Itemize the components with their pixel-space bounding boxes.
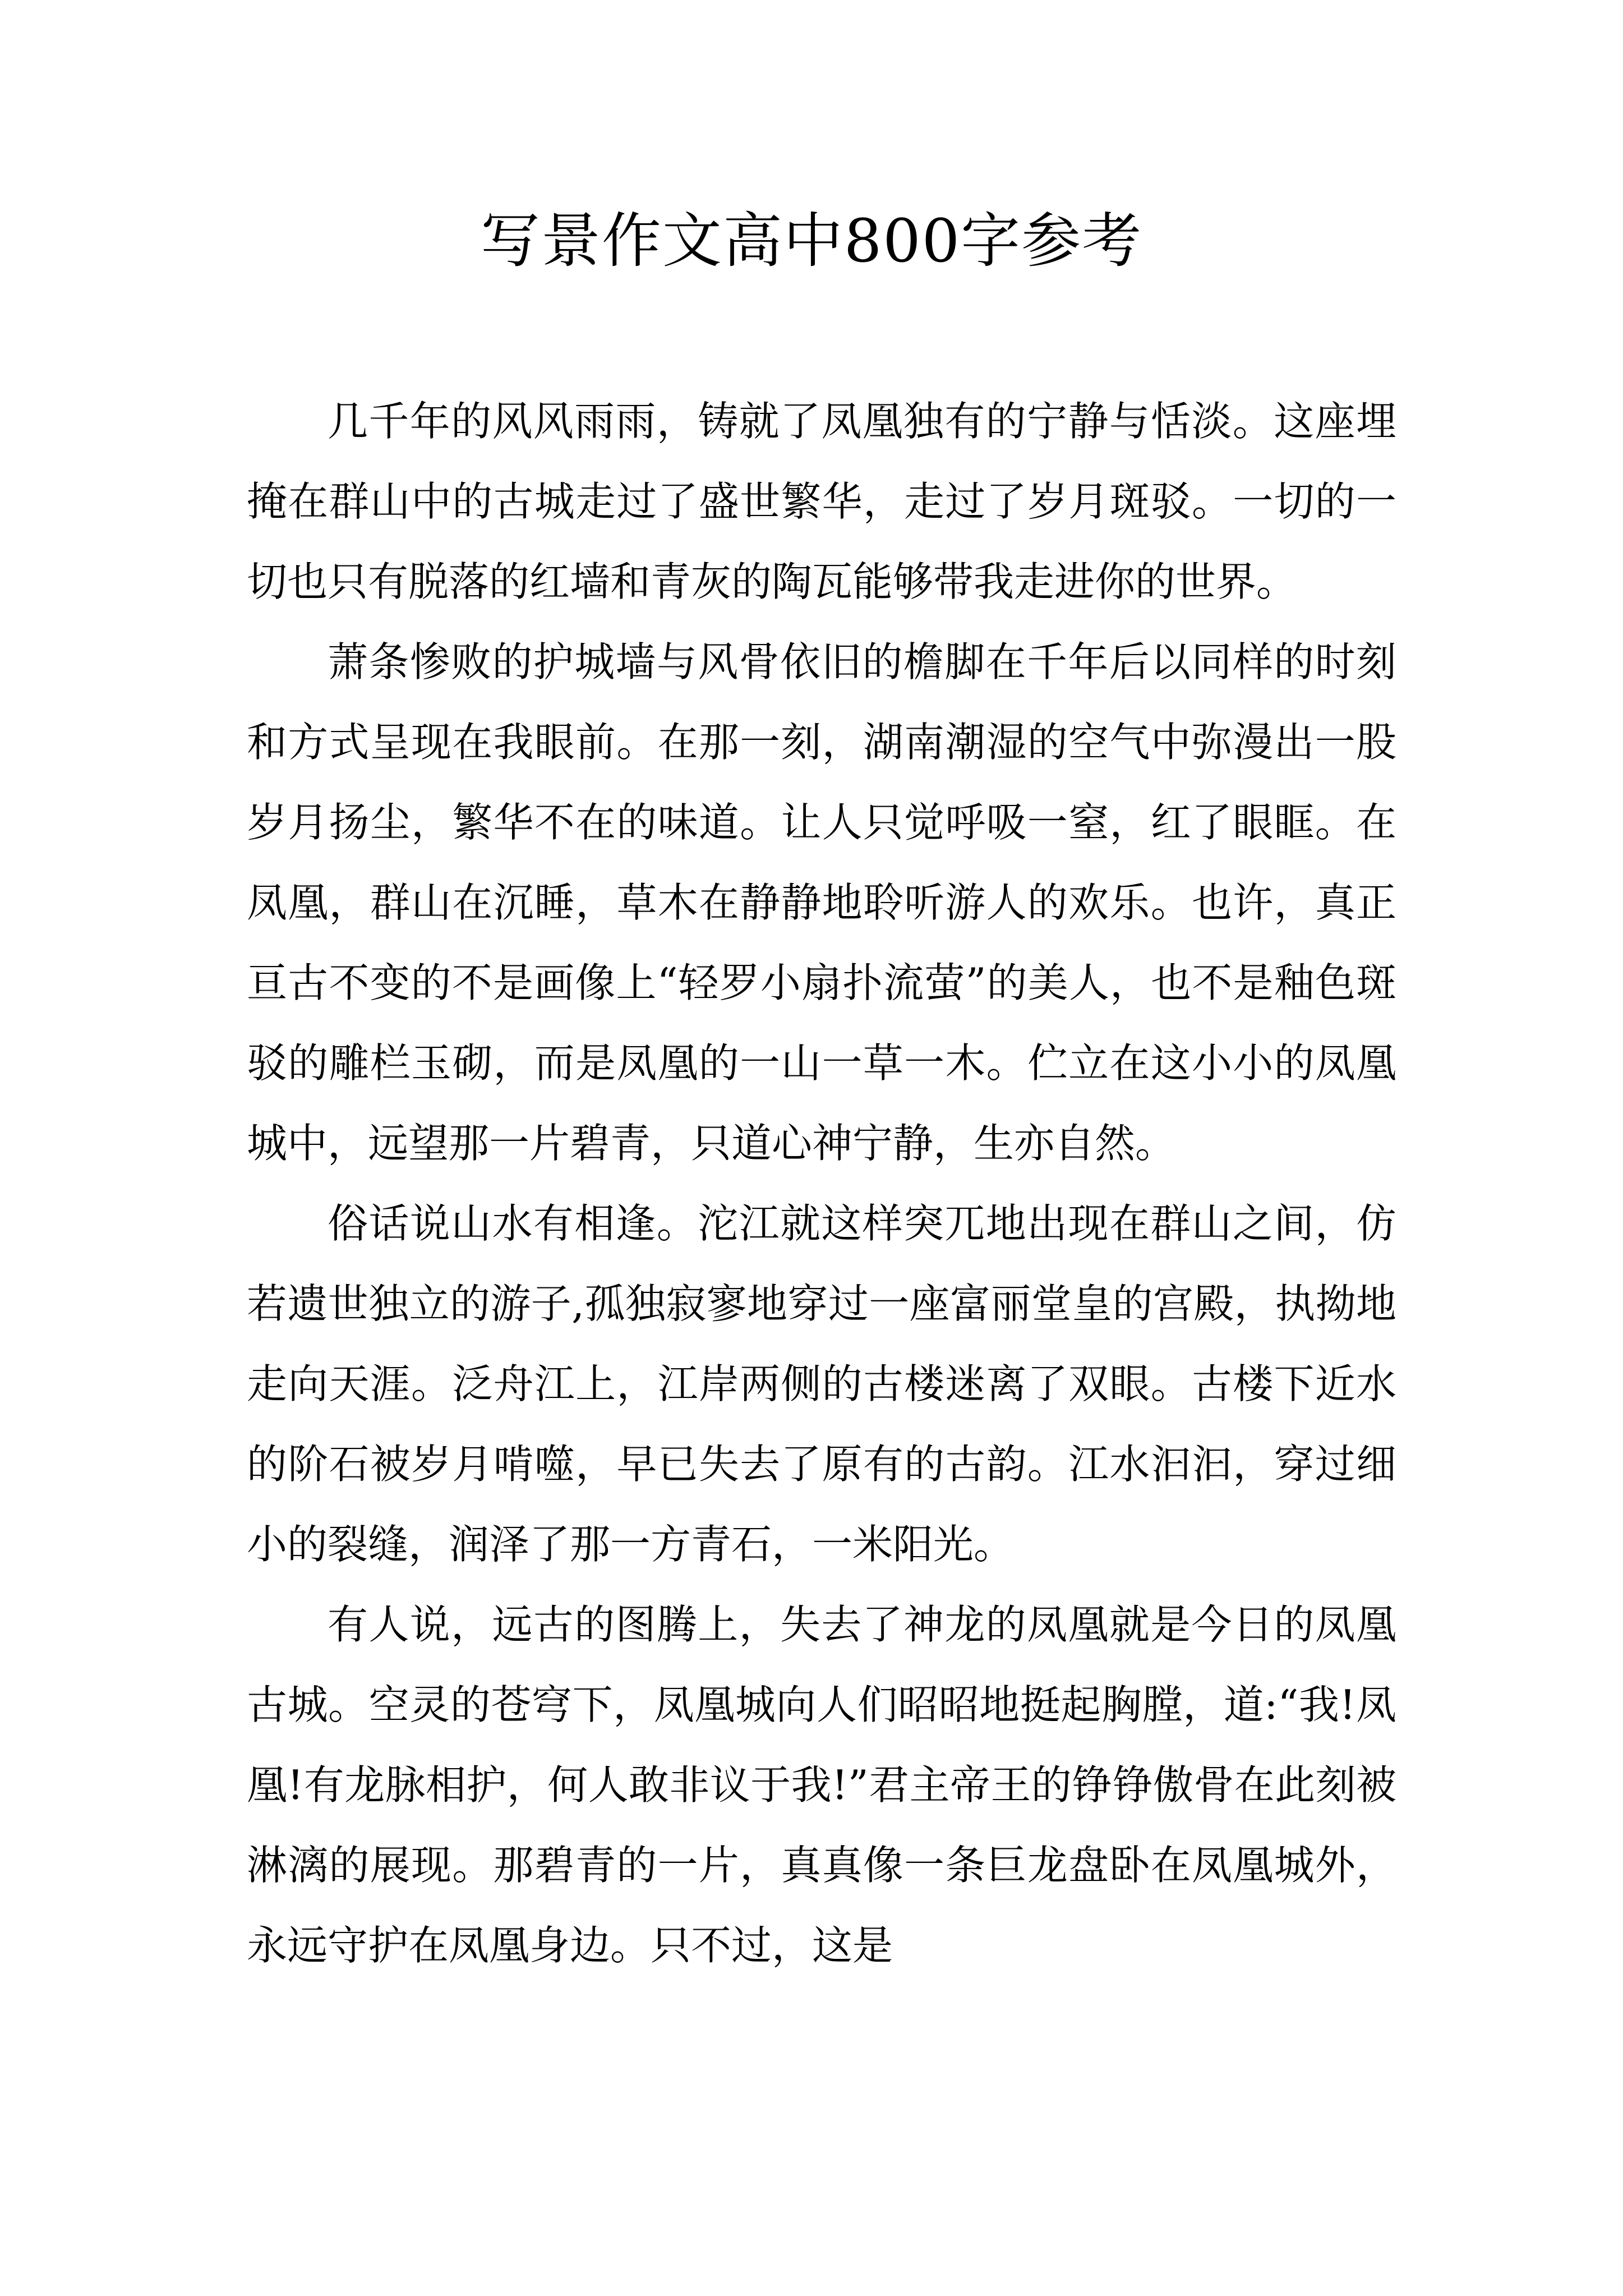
paragraph: 俗话说山水有相逢。沱江就这样突兀地出现在群山之间，仿若遗世独立的游子,孤独寂寥地穿过一座富丽堂皇的宫殿，执拗地走向天涯。泛舟江上，江岸两侧的古楼迷离了双眼。古楼下近水的阶石被岁月啃噬，早已失去了原有的古韵。江水汩汩，穿过细小的裂缝，润泽了那一方青石，一米阳光。 bbox=[247, 1200, 1396, 1568]
document-title: 写景作文高中800字参考 bbox=[480, 206, 1143, 275]
paragraph: 有人说，远古的图腾上，失去了神龙的凤凰就是今日的凤凰古城。空灵的苍穹下，凤凰城向人们昭昭地挺起胸膛，道:“我!凤凰!有龙脉相护，何人敢非议于我!”君主帝王的铮铮傲骨在此刻被淋漓的展现。那碧青的一片，真真像一条巨龙盘卧在凤凰城外，永远守护在凤凰身边。只不过，这是 bbox=[247, 1601, 1396, 1969]
paragraph: 几千年的风风雨雨，铸就了凤凰独有的宁静与恬淡。这座埋掩在群山中的古城走过了盛世繁华，走过了岁月斑驳。一切的一切也只有脱落的红墙和青灰的陶瓦能够带我走进你的世界。 bbox=[247, 398, 1396, 605]
paragraph: 萧条惨败的护城墙与风骨依旧的檐脚在千年后以同样的时刻和方式呈现在我眼前。在那一刻，湖南潮湿的空气中弥漫出一股岁月扬尘，繁华不在的味道。让人只觉呼吸一窒，红了眼眶。在凤凰，群山在沉睡，草木在静静地聆听游人的欢乐。也许，真正亘古不变的不是画像上“轻罗小扇扑流萤”的美人，也不是釉色斑驳的雕栏玉砌，而是凤凰的一山一草一木。伫立在这小小的凤凰城中，远望那一片碧青，只道心神宁静，生亦自然。 bbox=[247, 638, 1396, 1167]
document-body bbox=[247, 381, 1396, 1986]
